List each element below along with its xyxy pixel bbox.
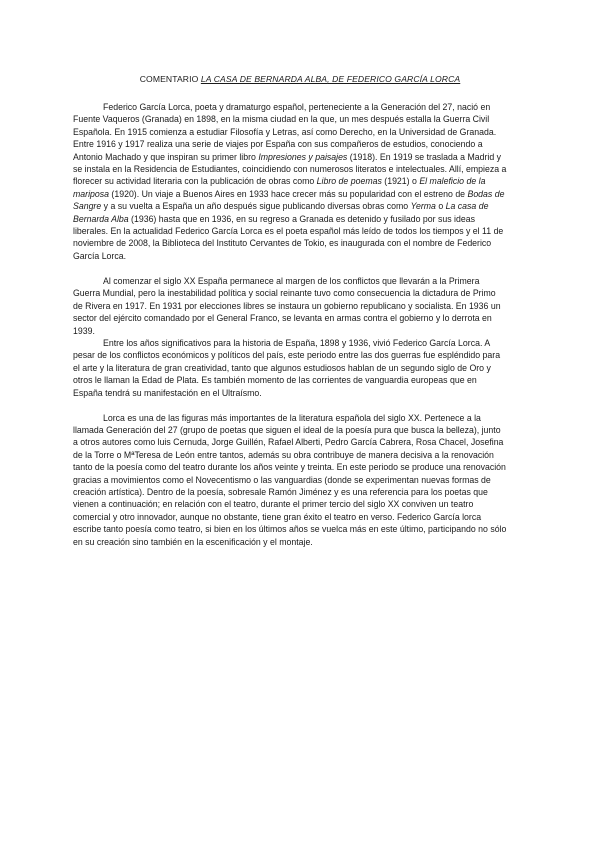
text-run: (1918). En 1919 se traslada a Madrid y se instala en la Residencia de Estudiantes, coincidiendo con numerosos literatos e intelectuales. Allí, empieza a florecer su actividad literaria con la publicación de obras como <box>73 151 507 187</box>
document-body <box>73 101 507 548</box>
text-run: o <box>435 201 446 212</box>
text-run: y a su vuelta a España un año después sigue publicando diversas obras como <box>101 201 411 212</box>
book-title: Libro de poemas <box>316 176 382 187</box>
document-title <box>0 74 600 84</box>
text-run: (1936) hasta que en 1936, en su regreso a Granada es detenido y fusilado por sus ideas liberales. En la actualidad Federico García Lorca es el poeta español más leído de todos los tiempos y el 11 de noviembre de 2008, la Biblioteca del Instituto Cervantes de Tokio, es inaugurada con el nombre de Federico García Lorca. <box>73 213 504 261</box>
paragraph-literary-context: Entre los años significativos para la historia de España, 1898 y 1936, vivió Federico García Lorca. A pesar de los conflictos económicos y políticos del país, este periodo entre las dos guerras fue espléndido para el arte y la literatura de gran creatividad, tanto que algunos estudiosos hablan de un segundo siglo de Oro y otros le llaman la Edad de Plata. Es también momento de las corrientes de vanguardia europeas que en España tendrá su manifestación en el Ultraísmo. <box>73 337 501 398</box>
title-suffix: , DE FEDERICO GARCÍA LORCA <box>327 74 461 84</box>
paragraph-biography <box>73 101 507 262</box>
paragraph-generation-27: Lorca es una de las figuras más importantes de la literatura española del siglo XX. Pertenece a la llamada Generación del 27 (grupo de poetas que siguen el ideal de la poesía pura que busca la belleza), junto a otros autores como luis Cernuda, Jorge Guillén, Rafael Alberti, Pedro García Cabrera, Rosa Chacel, Josefina de la Torre o MªTeresa de León entre tantos, además su obra contribuye de manera decisiva a la renovación tanto de la poesía como del teatro durante los años veinte y treinta. En este periodo se produce una renovación gracias a movimientos como el Novecentismo o las vanguardias (donde se experimentan nuevas formas de creación artística). Dentro de la poesía, sobresale Ramón Jiménez y es una referencia para los poetas que vienen a continuación; en relación con el teatro, durante el primer tercio del siglo XX conviven un teatro comercial y otro innovador, aunque no obstante, tiene gran éxito el teatro en verso. Federico García lorca escribe tanto poesía como teatro, si bien en los últimos años se vuelca más en este último, participando no sólo en su creación sino también en la escenificación y el montaje. <box>73 412 507 547</box>
book-title: Impresiones y paisajes <box>258 151 348 162</box>
book-title: Yerma <box>410 201 436 212</box>
book-title: Bodas de Sangre <box>73 188 505 212</box>
title-prefix: COMENTARIO <box>139 74 201 84</box>
text-run: (1921) o <box>381 176 420 187</box>
text-run: Federico García Lorca, poeta y dramaturgo español, perteneciente a la Generación del 27, nació en Fuente Vaqueros (Granada) en 1898, en la misma ciudad en la que, un mes después estalla la Guerra Civil Española. En 1915 comienza a estudiar Filosofía y Letras, así como Derecho, en la Universidad de Granada. Entre 1916 y 1917 realiza una serie de viajes por España con sus compañeros de estudios, conociendo a Antonio Machado y que inspiran su primer libro <box>73 102 497 162</box>
book-title: La casa de Bernarda Alba <box>73 201 489 224</box>
title-work: LA CASA DE BERNARDA ALBA <box>200 74 328 84</box>
text-run: (1920). Un viaje a Buenos Aires en 1933 hace crecer más su popularidad con el estreno de <box>109 188 468 199</box>
book-title: El maleficio de la mariposa <box>73 176 486 199</box>
paragraph-historical-context: Al comenzar el siglo XX España permanece al margen de los conflictos que llevarán a la Primera Guerra Mundial, pero la inestabilidad política y social reinante tuvo como consecuencia la dictadura de Primo de Rivera en 1917. En 1931 por elecciones libres se instaura un gobierno republicano y socialista. En 1936 un sector del ejército comandado por el General Franco, se levanta en armas contra el gobierno y lo derrota en 1939. <box>73 275 501 336</box>
